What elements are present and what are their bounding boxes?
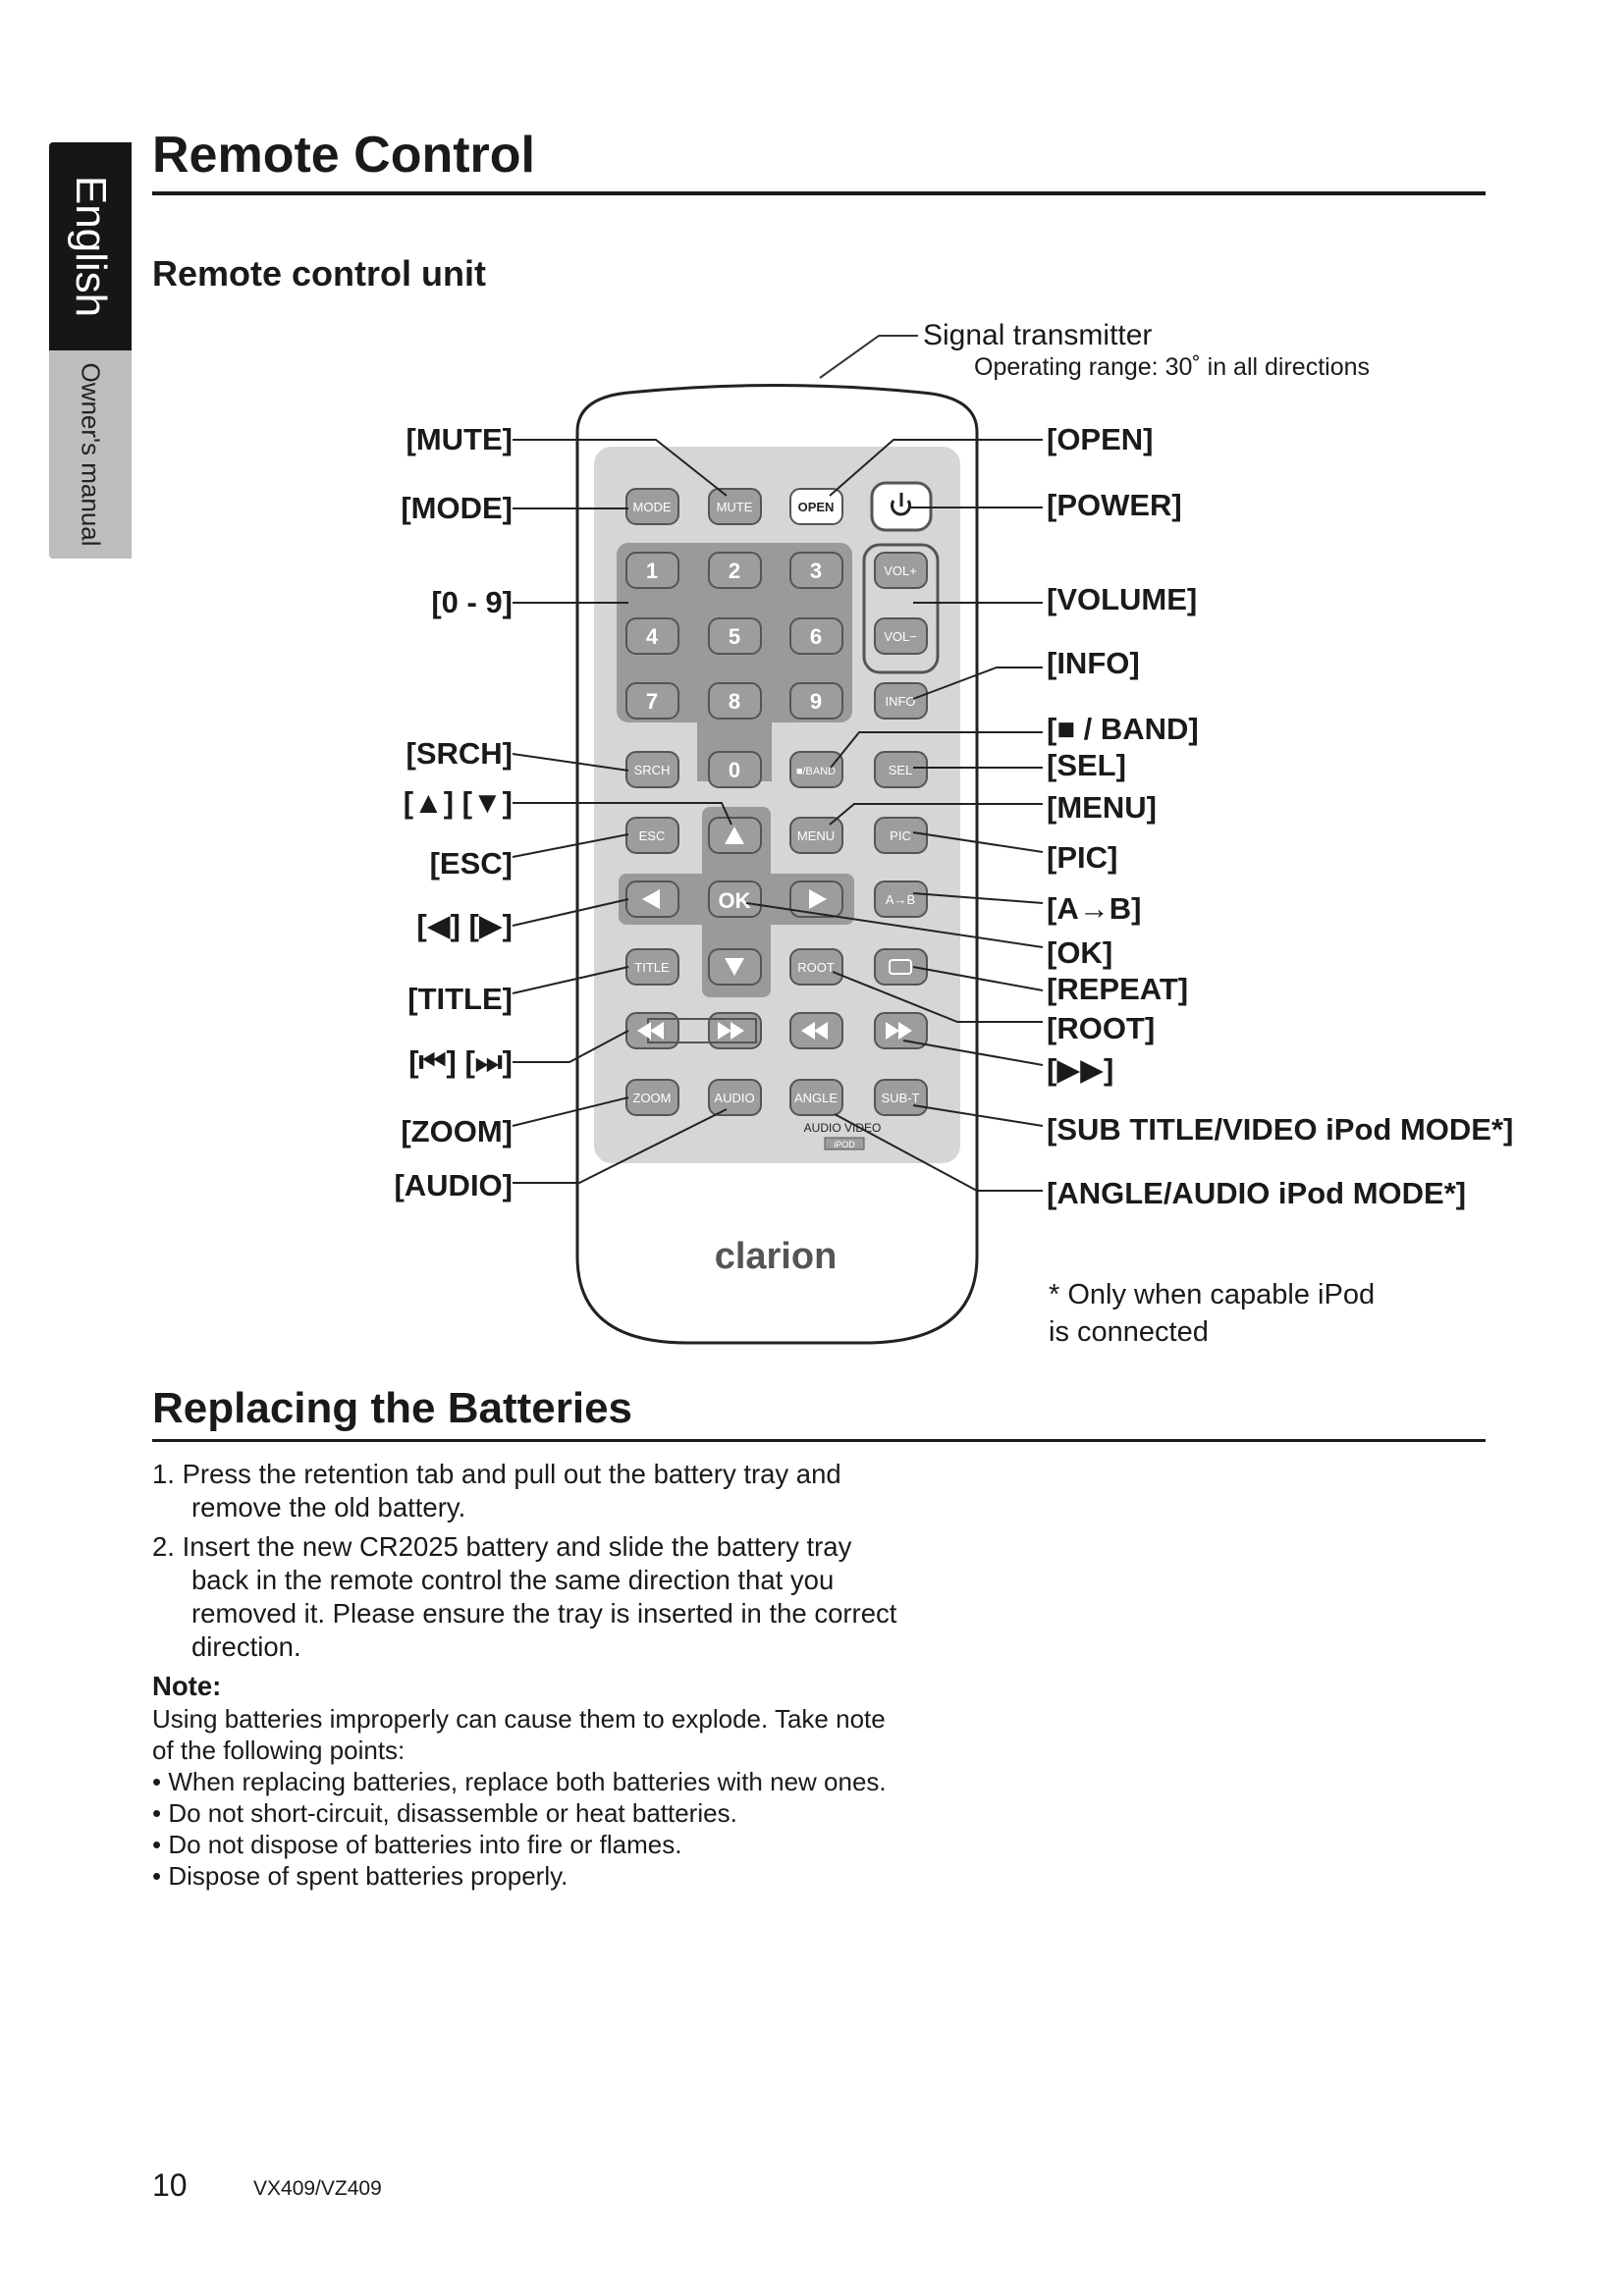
- mute-callout: [MUTE]: [406, 422, 513, 456]
- mode-key-label: MODE: [632, 500, 672, 514]
- brand-logo: clarion: [714, 1236, 838, 1277]
- sel-key-label: SEL: [888, 763, 913, 777]
- pic-callout: [PIC]: [1047, 840, 1118, 875]
- srch-key-label: SRCH: [633, 763, 671, 777]
- battery-step-1: 1. Press the retention tab and pull out the battery tray and remove the old battery.: [152, 1459, 841, 1522]
- digit-2-label: 2: [728, 559, 741, 583]
- subtitle-key-label: SUB-T: [881, 1091, 920, 1105]
- menu-callout: [MENU]: [1047, 790, 1157, 825]
- ipod-footnote: [1049, 1276, 1375, 1351]
- batteries-rule: [152, 1439, 1486, 1442]
- title-callout: [TITLE]: [407, 982, 513, 1016]
- audio-key-label: AUDIO: [714, 1091, 755, 1105]
- skip-callout: [⏮] [⏭]: [408, 1044, 513, 1079]
- angle-callout: [ANGLE/AUDIO iPod MODE*]: [1047, 1176, 1467, 1210]
- pic-key-label: PIC: [890, 828, 911, 843]
- left-right-callout: [◀] [▶]: [416, 908, 513, 942]
- digit-6-label: 6: [809, 624, 823, 649]
- mode-callout: [MODE]: [401, 491, 513, 525]
- digit-3-label: 3: [809, 559, 823, 583]
- info-callout: [INFO]: [1047, 646, 1140, 680]
- signal-transmitter-label: Signal transmitter: [923, 319, 1153, 351]
- manual-label: Owner's manual: [76, 362, 106, 547]
- note-bullet-2: • Do not short-circuit, disassemble or heat batteries.: [152, 1798, 737, 1828]
- battery-step-2: 2. Insert the new CR2025 battery and slide the battery tray back in the remote control the same direction that you removed it. Please ensure the tray is inserted in the correct direction.: [152, 1531, 897, 1662]
- srch-callout: [SRCH]: [406, 736, 513, 771]
- repeat-callout: [REPEAT]: [1047, 972, 1189, 1006]
- sel-callout: [SEL]: [1047, 748, 1126, 782]
- subtitle-callout: [SUB TITLE/VIDEO iPod MODE*]: [1047, 1112, 1514, 1147]
- vol-up-label: VOL+: [884, 563, 917, 578]
- volume-callout: [VOLUME]: [1047, 582, 1198, 616]
- zoom-callout: [ZOOM]: [401, 1114, 513, 1148]
- vol-down-label: VOL−: [884, 629, 917, 644]
- band-callout: [■ / BAND]: [1047, 712, 1199, 746]
- digit-1-label: 1: [645, 559, 659, 583]
- footnote-line-2: is connected: [1049, 1316, 1209, 1348]
- note-heading: Note:: [152, 1671, 222, 1701]
- info-key-label: INFO: [885, 694, 916, 709]
- note-bullet-1: • When replacing batteries, replace both batteries with new ones.: [152, 1767, 887, 1796]
- digit-8-label: 8: [728, 689, 741, 714]
- language-label: English: [67, 175, 115, 318]
- remote-unit-heading: Remote control unit: [152, 253, 486, 294]
- repeat-key[interactable]: [875, 949, 927, 985]
- menu-key-label: MENU: [796, 828, 836, 843]
- title-key-label: TITLE: [634, 960, 670, 975]
- power-callout: [POWER]: [1047, 488, 1182, 522]
- ab-key-label: A→B: [885, 892, 916, 907]
- note-text: Using batteries improperly can cause them to explode. Take note of the following points:: [152, 1704, 886, 1765]
- digit-9-label: 9: [809, 689, 823, 714]
- digit-7-label: 7: [645, 689, 659, 714]
- open-callout: [OPEN]: [1047, 422, 1154, 456]
- esc-key-label: ESC: [638, 828, 666, 843]
- digit-4-label: 4: [645, 624, 659, 649]
- note-bullet-4: • Dispose of spent batteries properly.: [152, 1861, 568, 1891]
- note-bullet-3: • Do not dispose of batteries into fire or flames.: [152, 1830, 682, 1859]
- esc-callout: [ESC]: [429, 846, 513, 881]
- ipod-caption: iPOD: [834, 1140, 855, 1149]
- audio-video-caption: AUDIO VIDEO: [803, 1121, 882, 1135]
- root-key-label: ROOT: [797, 960, 835, 975]
- page-title: Remote Control: [152, 127, 535, 184]
- footnote-line-1: * Only when capable iPod: [1049, 1279, 1376, 1310]
- mute-key-label: MUTE: [716, 500, 753, 514]
- audio-callout: [AUDIO]: [394, 1168, 513, 1202]
- root-callout: [ROOT]: [1047, 1011, 1156, 1045]
- digits-callout: [0 - 9]: [431, 585, 513, 619]
- page-number: 10: [152, 2167, 188, 2203]
- ok-key-label: OK: [718, 888, 751, 913]
- zoom-key-label: ZOOM: [632, 1091, 672, 1105]
- batteries-heading: Replacing the Batteries: [152, 1384, 633, 1432]
- operating-range-label: Operating range: 30˚ in all directions: [974, 353, 1371, 381]
- ff-callout: [▶▶]: [1047, 1052, 1114, 1087]
- digit-5-label: 5: [728, 624, 741, 649]
- ab-callout: [A→B]: [1047, 891, 1142, 926]
- model-number: VX409/VZ409: [253, 2177, 382, 2200]
- up-down-callout: [▲] [▼]: [403, 785, 513, 820]
- angle-key-label: ANGLE: [793, 1091, 839, 1105]
- open-key-label: OPEN: [797, 500, 835, 514]
- digit-0-label: 0: [728, 758, 741, 782]
- ok-callout: [OK]: [1047, 935, 1113, 970]
- battery-instructions: [152, 1458, 898, 1892]
- band-key-label: ■/BAND: [795, 766, 837, 777]
